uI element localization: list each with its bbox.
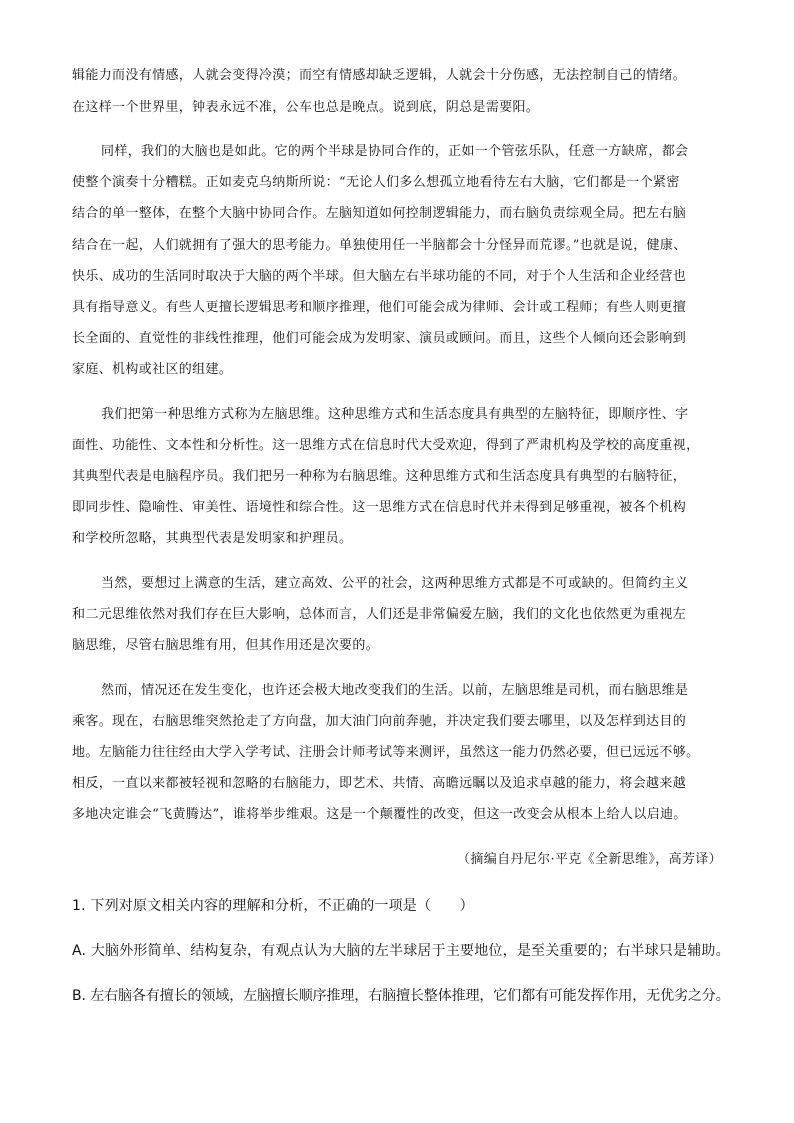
passage-line: 当然，要想过上满意的生活，建立高效、公平的社会，这两种思维方式都是不可或缺的。但简约主义: [101, 576, 689, 591]
passage-line: 面性、功能性、文本性和分析性。这一思维方式在信息时代大受欢迎，得到了严肃机构及学校的高度重视，: [72, 438, 700, 453]
passage-line: 同样，我们的大脑也是如此。它的两个半球是协同合作的，正如一个管弦乐队，任意一方缺席，都会: [101, 144, 689, 159]
passage-line: 其典型代表是电脑程序员。我们把另一种称为右脑思维。这种思维方式和生活态度具有典型的右脑特征，: [72, 469, 687, 484]
passage-line: 然而，情况还在发生变化，也许还会极大地改变我们的生活。以前，左脑思维是司机，而右脑思维是: [101, 683, 689, 698]
option-b: B. 左右脑各有擅长的领域，左脑擅长顺序推理，右脑擅长整体推理，它们都有可能发挥作用，无优劣之分。: [72, 988, 730, 1004]
passage-line: 结合的单一整体，在整个大脑中协同合作。左脑知道如何控制逻辑能力，而右脑负责综观全局。把左右脑: [72, 206, 687, 221]
passage-line: 使整个演奏十分糟糕。正如麦克乌纳斯所说：“无论人们多么想孤立地看待左右大脑，它们都是一个紧密: [72, 175, 680, 190]
passage-line: 相反，一直以来都被轻视和忽略的右脑能力，即艺术、共情、高瞻远瞩以及追求卓越的能力，将会越来越: [72, 776, 687, 791]
passage-line: 长全面的、直觉性的非线性推理，他们可能会成为发明家、演员或顾问。而且，这些个人倾向还会影响到: [72, 331, 687, 346]
option-a: A. 大脑外形简单、结构复杂，有观点认为大脑的左半球居于主要地位，是至关重要的；右半球只是辅助。: [72, 943, 730, 959]
question-stem: 1. 下列对原文相关内容的理解和分析，不正确的一项是（ ）: [72, 898, 474, 914]
passage-line: 和学校所忽略，其典型代表是发明家和护理员。: [72, 531, 353, 546]
passage-line: 乘客。现在，右脑思维突然抢走了方向盘，加大油门向前奔驰，并决定我们要去哪里，以及怎样到达目的: [72, 714, 687, 729]
passage-line: 即同步性、隐喻性、审美性、语境性和综合性。这一思维方式在信息时代并未得到足够重视，被各个机构: [72, 500, 687, 515]
passage-line: 多地决定谁会“飞黄腾达”，谁将举步维艰。这是一个颠覆性的改变，但这一改变会从根本上给人以启迪。: [72, 807, 687, 822]
passage-line: 地。左脑能力往往经由大学入学考试、注册会计师考试等来测评，虽然这一能力仍然必要，但已远远不够。: [72, 745, 700, 760]
passage-line: 家庭、机构或社区的组建。: [72, 362, 233, 377]
passage-line: 和二元思维依然对我们存在巨大影响，总体而言，人们还是非常偏爱左脑，我们的文化也依然更为重视左: [72, 607, 687, 622]
passage-line: 结合在一起，人们就拥有了强大的思考能力。单独使用任一半脑都会十分怪异而荒谬。”也就是说，健康、: [72, 238, 687, 253]
passage-line: 具有指导意义。有些人更擅长逻辑思考和顺序推理，他们可能会成为律师、会计或工程师；有些人则更擅: [72, 300, 687, 315]
passage-line: 我们把第一种思维方式称为左脑思维。这种思维方式和生活态度具有典型的左脑特征，即顺序性、字: [101, 407, 689, 422]
passage-line: 快乐、成功的生活同时取决于大脑的两个半球。但大脑左右半球功能的不同，对于个人生活和企业经营也: [72, 269, 687, 284]
passage-line: 在这样一个世界里，钟表永远不准，公车也总是晚点。说到底，阴总是需要阳。: [72, 100, 540, 115]
source-attribution: （摘编自丹尼尔·平克《全新思维》，高芳译）: [457, 852, 722, 867]
passage-line: 脑思维，尽管右脑思维有用，但其作用还是次要的。: [72, 638, 380, 653]
passage-line: 辑能力而没有情感，人就会变得冷漠；而空有情感却缺乏逻辑，人就会十分伤感，无法控制自己的情绪。: [72, 68, 687, 83]
